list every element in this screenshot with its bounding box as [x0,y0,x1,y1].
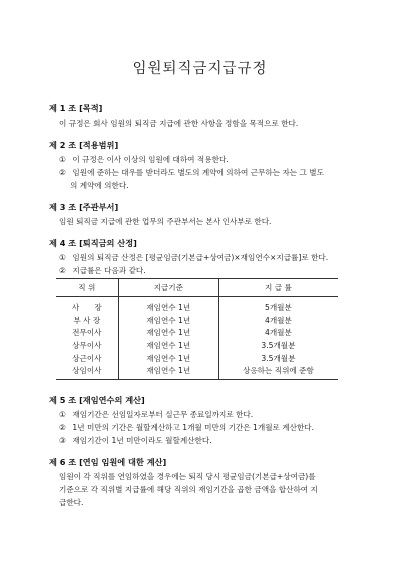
table-header-row [56,279,338,297]
item-text: 임원에 준하는 대우를 받더라도 별도의 계약에 의하여 근무하는 자는 그 별도 [72,168,324,177]
cell-rate: 상응하는 직위에 준함 [218,365,338,380]
article-4-item-2 [59,265,146,276]
article-5-item-2 [59,422,314,433]
column-header-position: 직 위 [56,279,118,297]
table-row [56,339,338,352]
table-row [56,314,338,327]
item-number: ② [59,168,66,177]
table-row [56,297,338,314]
article-6-line-2: 기준으로 각 직위별 지급률에 해당 직위의 재임기간을 곱한 금액을 합산하여 지 [59,485,318,494]
article-4-item-1 [59,252,328,263]
item-text: 임원의 퇴직금 산정은 [평균임금(기본급+상여금)×재임연수×지급률]로 한다. [72,253,329,262]
item-text: 재임기간은 선임일자로부터 실근무 종료일까지로 한다. [72,410,254,419]
cell-basis: 재임연수 1년 [118,365,218,380]
article-5-heading: 제 5 조 [재임연수의 계산] [49,395,145,405]
article-3-heading: 제 3 조 [주관부서] [49,202,119,212]
article-6-line-3: 급한다. [59,498,84,507]
cell-position: 상무이사 [72,341,102,351]
column-header-rate: 지 급 률 [218,279,338,297]
article-1-heading: 제 1 조 [목적] [49,103,103,113]
article-4-heading: 제 4 조 [퇴직금의 산정] [49,238,137,248]
item-text: 지급률은 다음과 같다. [72,266,146,275]
cell-basis: 재임연수 1년 [118,339,218,352]
item-text: 이 규정은 이사 이상의 임원에 대하여 적용한다. [72,155,229,164]
item-number: ① [59,410,66,419]
cell-rate: 5개월분 [218,297,338,314]
item-number: ② [59,423,66,432]
cell-basis: 재임연수 1년 [118,327,218,340]
column-header-basis: 지급기준 [118,279,218,297]
cell-rate: 3.5개월분 [218,352,338,365]
article-6-heading: 제 6 조 [연임 임원에 대한 계산] [49,457,167,467]
article-2-item-2 [59,167,324,178]
cell-position: 상근이사 [72,354,102,364]
cell-basis: 재임연수 1년 [118,352,218,365]
cell-rate: 4개월분 [218,314,338,327]
item-number: ③ [59,436,66,445]
cell-position: 사 장 [71,302,102,312]
cell-basis: 재임연수 1년 [118,314,218,327]
document-title: 임원퇴직금지급규정 [132,61,268,77]
cell-basis: 재임연수 1년 [118,297,218,314]
article-2-heading: 제 2 조 [적용범위] [49,140,119,150]
cell-position: 전무이사 [72,328,102,338]
item-text: 1년 미만의 기간은 월할계산하고 1개월 미만의 기간은 1개월로 계산한다. [72,423,315,432]
article-6-line-1: 임원이 각 직위를 연임하였을 경우에는 퇴직 당시 평균임금(기본급+상여금)를 [59,472,316,481]
payment-rate-table [56,278,338,380]
article-5-item-1 [59,409,253,420]
table-row [56,365,338,380]
item-number: ① [59,155,66,164]
article-5-item-3 [59,435,212,446]
table-row [56,327,338,340]
item-number: ② [59,266,66,275]
article-3-text: 임원 퇴직금 지급에 관한 업무의 주관부서는 본사 인사부로 한다. [59,217,272,226]
article-2-item-2-continued: 의 계약에 의한다. [70,181,129,190]
article-2-item-1 [59,154,229,165]
cell-position: 상임이사 [56,365,118,380]
cell-position: 부 사 장 [73,315,101,325]
cell-rate: 3.5개월분 [218,339,338,352]
table-row [56,352,338,365]
item-number: ① [59,253,66,262]
article-1-text: 이 규정은 회사 임원의 퇴직금 지급에 관한 사항을 정함을 목적으로 한다. [59,119,299,128]
cell-rate: 4개월분 [218,327,338,340]
item-text: 재임기간이 1년 미만이라도 월할계산한다. [72,436,212,445]
